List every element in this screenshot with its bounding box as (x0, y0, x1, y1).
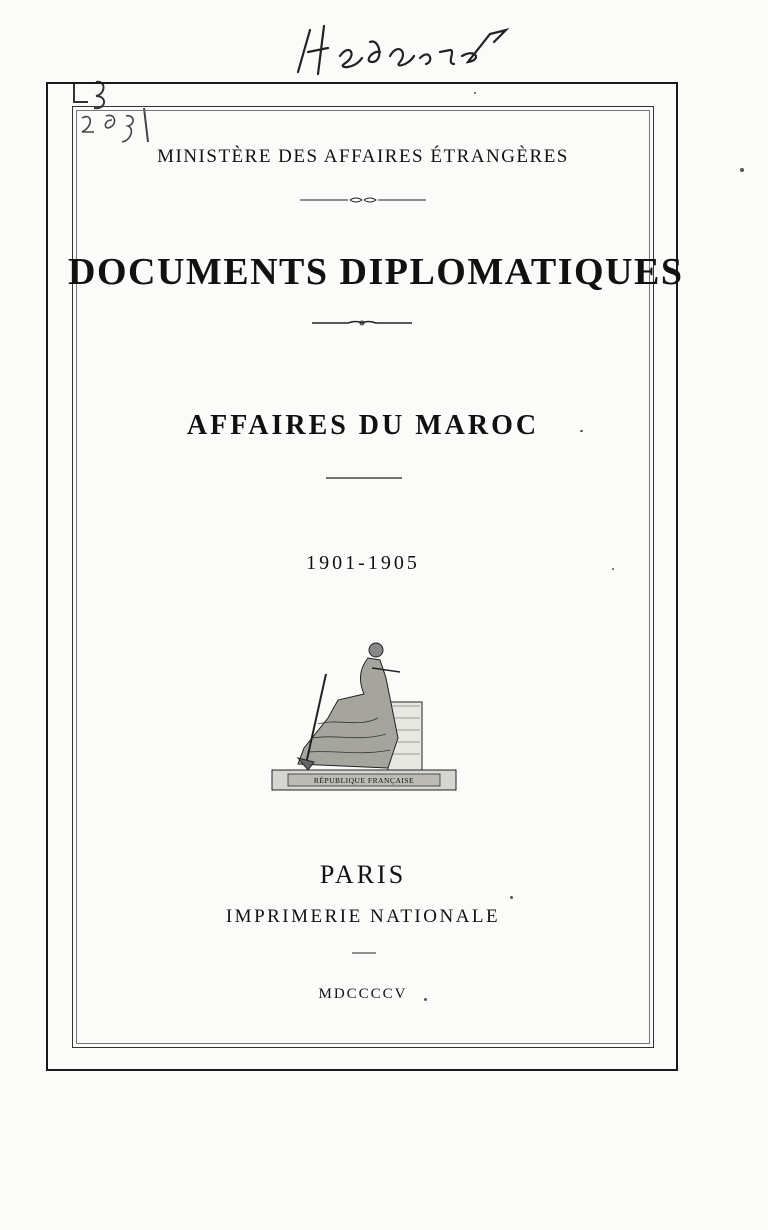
scan-speck (424, 998, 427, 1001)
imprint-city: PARIS (319, 860, 407, 889)
scan-speck (740, 168, 744, 172)
ministry-heading: MINISTÈRE DES AFFAIRES ÉTRANGÈRES (157, 146, 569, 167)
imprint-printer: IMPRIMERIE NATIONALE (225, 906, 501, 927)
handwritten-annotation (280, 12, 530, 84)
document-title: DOCUMENTS DIPLOMATIQUES (68, 251, 684, 293)
emblem-inscription: RÉPUBLIQUE FRANÇAISE (313, 776, 415, 785)
ornamental-rule (300, 196, 426, 204)
scan-speck (580, 430, 583, 432)
scan-speck (612, 568, 614, 570)
republic-emblem-icon (268, 638, 460, 794)
ornamental-rule (312, 318, 412, 328)
date-range: 1901-1905 (306, 552, 420, 574)
divider-rule (326, 476, 402, 480)
subject-heading: AFFAIRES DU MAROC (186, 410, 540, 441)
scan-speck (510, 896, 513, 899)
scan-speck (474, 92, 476, 94)
imprint-date: MDCCCCV (318, 986, 408, 1002)
divider-rule (352, 951, 376, 955)
